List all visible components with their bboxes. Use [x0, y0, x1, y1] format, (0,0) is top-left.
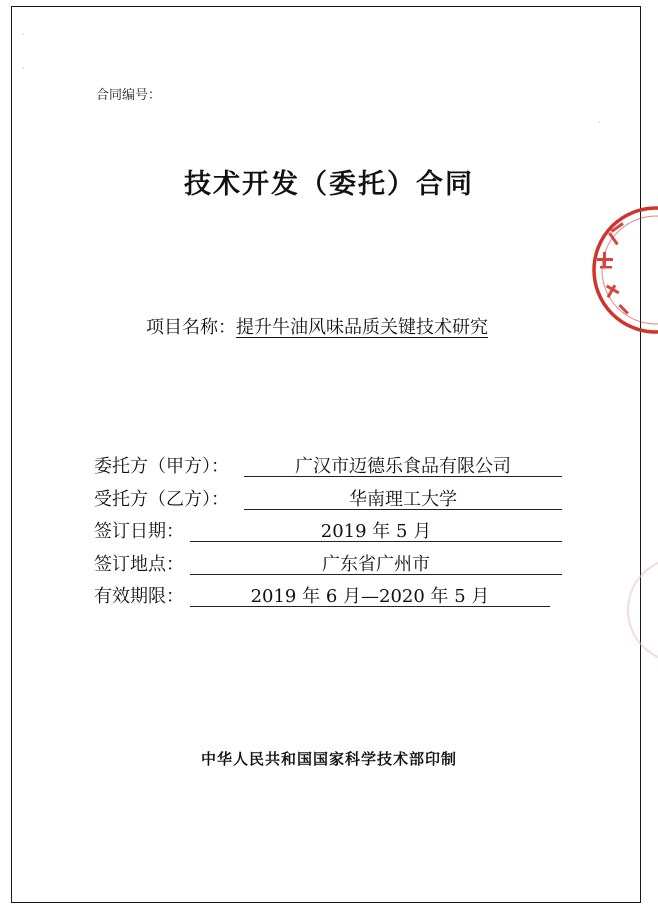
- validity-value: 2019 年 6 月—2020 年 5 月: [190, 582, 550, 607]
- sign-date-value: 2019 年 5 月: [190, 517, 562, 542]
- scan-speck: ·: [22, 64, 25, 73]
- validity-label: 有效期限：: [94, 586, 184, 607]
- project-name-label: 项目名称：: [146, 317, 236, 338]
- sign-date-label: 签订日期：: [94, 521, 184, 542]
- sign-place-value: 广东省广州市: [190, 550, 562, 575]
- client-value: 广汉市迈德乐食品有限公司: [244, 452, 562, 477]
- scan-speck: ·: [598, 118, 601, 127]
- client-label: 委托方（甲方）：: [94, 456, 229, 477]
- publisher-footer: 中华人民共和国国家科学技术部印制: [200, 750, 457, 768]
- scan-speck: ·: [22, 30, 25, 39]
- page-title: 技术开发（委托）合同: [184, 169, 474, 200]
- contract-number-label: 合同编号：: [96, 88, 162, 103]
- project-name: [146, 313, 488, 339]
- seal-inner-ring: [602, 216, 658, 324]
- sign-place-label: 签订地点：: [94, 554, 184, 575]
- official-seal: [586, 200, 658, 340]
- faint-seal-trace: [620, 550, 658, 670]
- project-name-value: 提升牛油风味品质关键技术研究: [236, 317, 488, 338]
- contractor-label: 受托方（乙方）：: [94, 489, 229, 510]
- contractor-value: 华南理工大学: [244, 485, 562, 510]
